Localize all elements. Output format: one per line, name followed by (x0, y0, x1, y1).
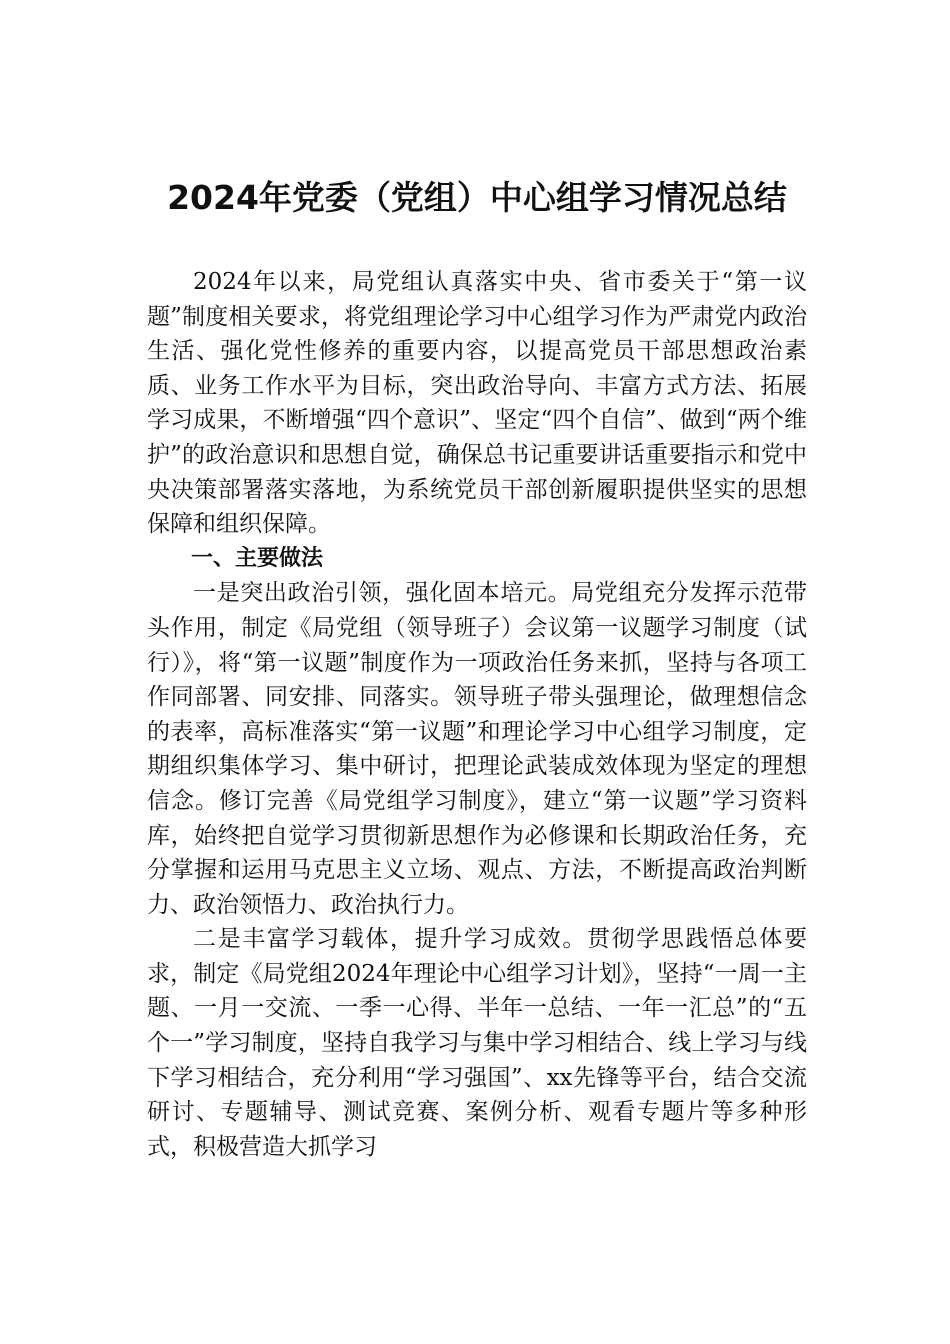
document-title: 2024年党委（党组）中心组学习情况总结 (167, 178, 787, 217)
body-paragraph: 一是突出政治引领，强化固本培元。局党组充分发挥示范带头作用，制定《局党组（领导班子）会议第一议题学习制度（试行）》，将“第一议题”制度作为一项政治任务来抓，坚持与各项工作同部署、同安排、同落实。领导班子带头强理论，做理想信念的表率，高标准落实“第一议题”和理论学习中心组学习制度，定期组织集体学习、集中研讨，把理论武装成效体现为坚定的理想信念。修订完善《局党组学习制度》，建立“第一议题”学习资料库，始终把自觉学习贯彻新思想作为必修课和长期政治任务，充分掌握和运用马克思主义立场、观点、方法，不断提高政治判断力、政治领悟力、政治执行力。 (147, 580, 807, 918)
body-paragraph: 二是丰富学习载体，提升学习成效。贯彻学思践悟总体要求，制定《局党组2024年理论中心组学习计划》，坚持“一周一主题、一月一交流、一季一心得、半年一总结、一年一汇总”的“五个一”学习制度，坚持自我学习与集中学习相结合、线上学习与线下学习相结合，充分利用“学习强国”、xx先锋等平台，结合交流研讨、专题辅导、测试竞赛、案例分析、观看专题片等多种形式，积极营造大抓学习 (147, 926, 807, 1160)
intro-paragraph: 2024年以来，局党组认真落实中央、省市委关于“第一议题”制度相关要求，将党组理论学习中心组学习作为严肃党内政治生活、强化党性修养的重要内容，以提高党员干部思想政治素质、业务工作水平为目标，突出政治导向、丰富方式方法、拓展学习成果，不断增强“四个意识”、坚定“四个自信”、做到“两个维护”的政治意识和思想自觉，确保总书记重要讲话重要指示和党中央决策部署落实落地，为系统党员干部创新履职提供坚实的思想保障和组织保障。 (147, 269, 807, 538)
document-page (147, 0, 807, 1344)
section-heading: 一、主要做法 (191, 545, 324, 571)
document-body (147, 265, 807, 1164)
